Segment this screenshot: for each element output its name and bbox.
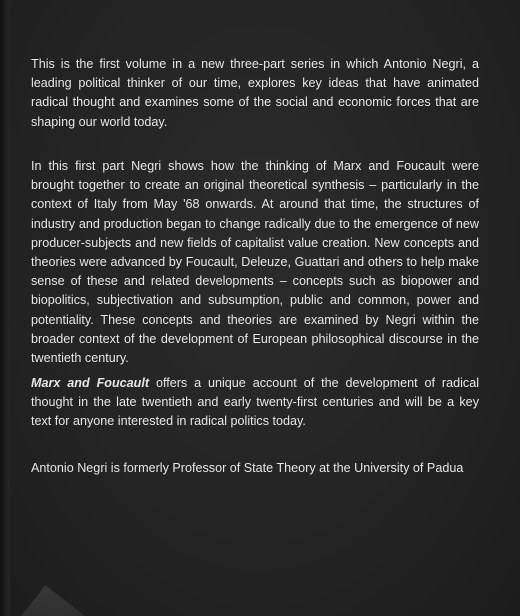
blurb-paragraph-summary: In this first part Negri shows how the thinking of Marx and Foucault were brought together to create an original theoretical synthesis – particularly in the context of Italy from May '68 onwards. At around that time, the structures of industry and production began to change radically due to the emergence of new producer-subjects and new fields of capitalist value creation. New concepts and theories were advanced by Foucault, Deleuze, Guattari and others to help make sense of these and related developments – concepts such as biopower and biopolitics, subjectivation and subsumption, public and common, power and potentiality. These concepts and theories are examined by Negri within the broader context of the development of European philosophical discourse in the twentieth century. (31, 159, 479, 366)
blurb-paragraph-conclusion (31, 374, 479, 432)
blurb-paragraph-conclusion-text: offers a unique account of the development of radical thought in the late twentieth and early twenty-first centuries and will be a key text for anyone interested in radical politics today. (31, 376, 479, 429)
book-title: Marx and Foucault (31, 376, 150, 390)
author-bio: Antonio Negri is formerly Professor of State Theory at the University of Padua (31, 461, 464, 475)
blurb-paragraph-intro: This is the first volume in a new three-part series in which Antonio Negri, a leading political thinker of our time, explores key ideas that have animated radical thought and examines some of the social and economic forces that are shaping our world today. (31, 57, 479, 129)
spine-edge (0, 0, 10, 616)
corner-shadow (0, 585, 132, 616)
